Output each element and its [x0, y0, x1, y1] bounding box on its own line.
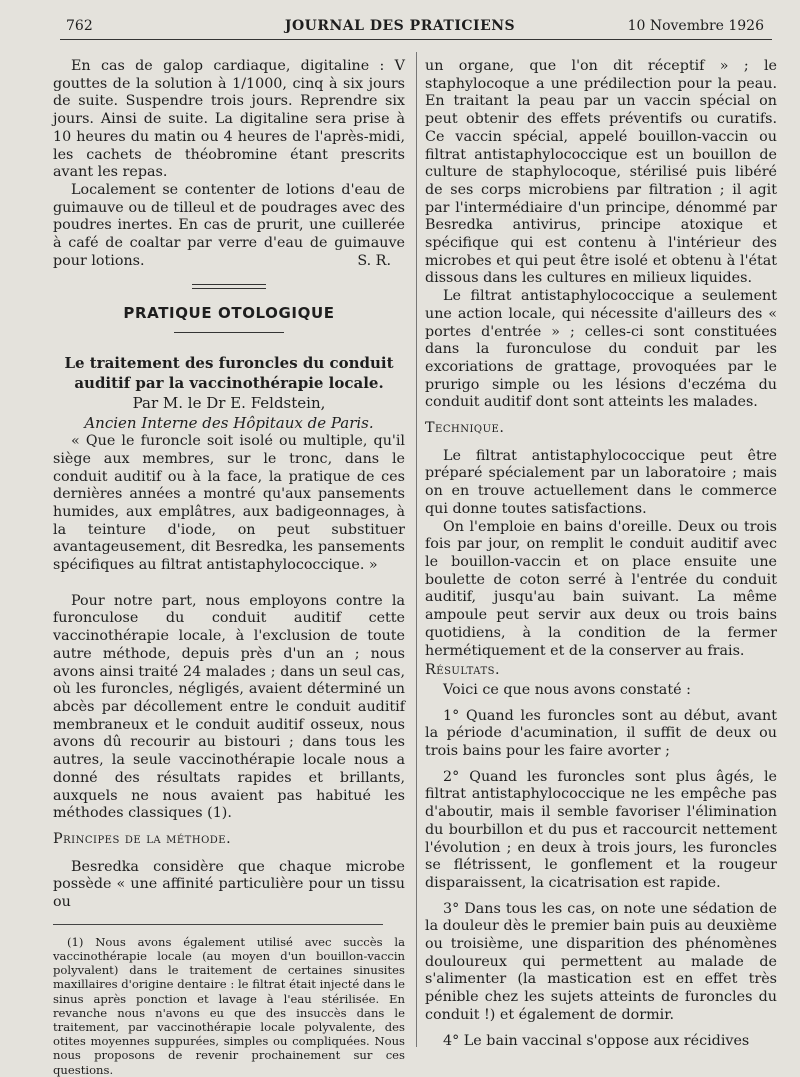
list-item: 1° Quand les furoncles sont au début, avant la période d'acumination, il suffit de deux ou trois bains pour les faire avorter ;: [425, 707, 777, 760]
paragraph: Localement se contenter de lotions d'eau de guimauve ou de tilleul et de poudrages avec des poudres inertes. En cas de prurit, une cuillerée à café de coaltar par verre d'eau de guimauve pour lotions.: [53, 181, 405, 269]
issue-date: 10 Novembre 1926: [627, 18, 764, 34]
paragraph: En cas de galop cardiaque, digitaline : V gouttes de la solution à 1/1000, cinq à six jours de suite. Suspendre trois jours. Reprendre six jours. Ainsi de suite. La digitaline sera prise à 10 heures du matin ou 4 heures de l'après-midi, les cachets de théobromine étant prescrits avant les repas.: [53, 58, 405, 181]
column-separator: [416, 52, 417, 1047]
paragraph: Voici ce que nous avons constaté :: [443, 681, 691, 698]
page-number: 762: [66, 18, 93, 34]
right-column: [425, 58, 777, 1050]
paragraph: Pour notre part, nous employons contre la furonculose du conduit auditif cette vaccinothérapie locale, à l'exclusion de toute autre méthode, depuis près d'un an ; nous avons ainsi traité 24 malades ; dans un seul cas, où les furoncles, négligés, avaient déterminé un abcès par décollement entre le conduit auditif membraneux et le conduit auditif osseux, nous avons dû recourir au bistouri ; dans tous les autres, la seule vaccinothérapie locale nous a donné des résultats rapides et brillants, auxquels ne nous avaient pas habitué les méthodes classiques (1).: [53, 592, 405, 822]
paragraph: un organe, que l'on dit réceptif » ; le staphylocoque a une prédilection pour la peau. En traitant la peau par un vaccin spécial on peut obtenir des effets préventifs ou curatifs. Ce vaccin spécial, appelé bouillon-vaccin ou filtrat antistaphylococcique est un bouillon de culture de staphylocoque, stérilisé puis libéré de ses corps microbiens par filtration ; il agit par l'intermédiaire d'un principe, dénommé par Besredka antivirus, principe atoxique et spécifique qui est contenu à l'intérieur des microbes et qui peut être isolé et obtenu à l'état dissous dans les cultures en milieux liquides.: [425, 58, 777, 287]
double-rule: [192, 284, 266, 289]
paragraph: On l'emploie en bains d'oreille. Deux ou trois fois par jour, on remplit le conduit auditif avec le bouillon-vaccin et on place ensuite une boulette de coton serré à l'entrée du conduit auditif, jusqu'au bain suivant. La même ampoule peut servir aux deux ou trois bains quotidiens, à la condition de la fermer hermétiquement et de la conserver au frais.: [425, 518, 777, 659]
signature: S. R.: [357, 252, 391, 269]
left-column: [53, 58, 405, 1077]
article-author: Par M. le Dr E. Feldstein,: [132, 394, 326, 413]
author-affiliation: Ancien Interne des Hôpitaux de Paris.: [84, 414, 374, 433]
section-title: PRATIQUE OTOLOGIQUE: [123, 304, 335, 323]
subheading-technique: Technique.: [425, 420, 505, 437]
footnote: (1) Nous avons également utilisé avec succès la vaccinothérapie locale (au moyen d'un bouillon-vaccin polyvalent) dans le traitement de certaines sinusites maxillaires d'origine dentaire : le filtrat était injecté dans le sinus après ponction et lavage à l'eau stérilisée. En revanche nous n'avons eu que des insuccès dans le traitement, par vaccinothérapie locale polyvalente, des otites moyennes suppurées, simples ou compliquées. Nous nous proposons de revenir prochainement sur ces questions.: [53, 934, 405, 1077]
quote-paragraph: « Que le furoncle soit isolé ou multiple, qu'il siège aux membres, sur le tronc, dans le conduit auditif ou à la face, la pratique de ces dernières années a montré qu'aux pansements humides, aux emplâtres, aux badigeonnages, à la teinture d'iode, on peut substituer avantageusement, dit Besredka, les pansements spécifiques au filtrat antistaphylococcique. »: [53, 433, 405, 574]
page-header: [0, 0, 800, 42]
paragraph: Le filtrat antistaphylococcique peut être préparé spécialement par un laboratoire ; mais on en trouve actuellement dans le commerce qui donne toutes satisfactions.: [425, 447, 777, 517]
footnote-rule: [53, 924, 383, 925]
journal-title: JOURNAL DES PRATICIENS: [284, 18, 516, 34]
paragraph: Le filtrat antistaphylococcique a seulement une action locale, qui nécessite d'ailleurs des « portes d'entrée » ; celles-ci sont constituées dans la furonculose du conduit par les excoriations de grattage, provoquées par le prurigo simple ou les lésions d'eczéma du conduit auditif dont sont atteints les malades.: [425, 288, 777, 411]
list-item: 2° Quand les furoncles sont plus âgés, le filtrat antistaphylococcique ne les empêche pas d'aboutir, mais il semble favoriser l'élimination du bourbillon et du pus et raccourcit nettement l'évolution ; en deux à trois jours, les furoncles se flétrissent, le gonflement et la rougeur disparaissent, la cicatrisation est rapide.: [425, 768, 777, 891]
list-item: 4° Le bain vaccinal s'oppose aux récidives: [443, 1032, 750, 1049]
subheading-resultats: Résultats.: [425, 662, 501, 679]
article-title: Le traitement des furoncles du conduit auditif par la vaccinothérapie locale.: [64, 354, 394, 393]
subheading-principes: Principes de la méthode.: [53, 830, 232, 847]
list-item: 3° Dans tous les cas, on note une sédation de la douleur dès le premier bain puis au deuxième ou troisième, une disparition des phénomènes douloureux qui permettent au malade de s'alimenter (la mastication est en effet très pénible chez les sujets atteints de furoncles du conduit !) et également de dormir.: [425, 900, 777, 1023]
header-rule: [60, 39, 772, 40]
paragraph: Besredka considère que chaque microbe possède « une affinité particulière pour un tissu ou: [53, 858, 405, 911]
section-rule: [174, 332, 284, 333]
